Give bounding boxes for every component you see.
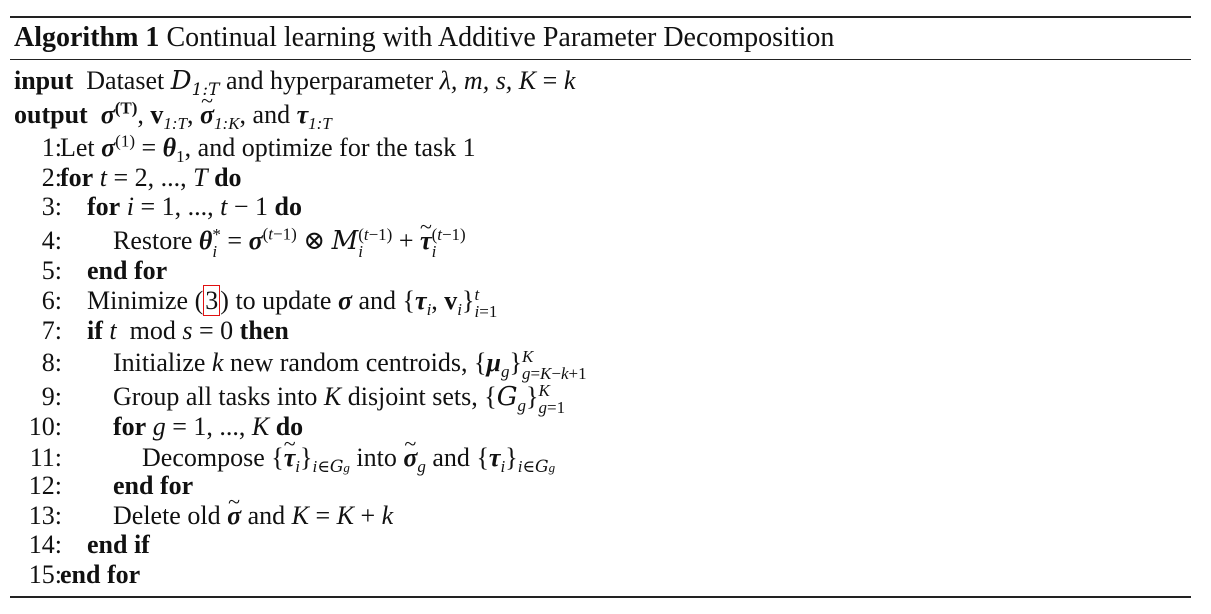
end-for-keyword: end for — [87, 256, 168, 285]
line-number: 6: — [41, 286, 62, 315]
algorithm-title — [14, 18, 834, 58]
bottom-rule — [10, 596, 1191, 598]
do-keyword: do — [275, 412, 304, 441]
output-and: and — [252, 100, 291, 129]
input-keyword: input — [14, 66, 74, 95]
output-line: output $\sigma^{(T)}$, $v_{1:T}$, ~ $\sigma_{1:K}$, and $\tau_{1:T}$ — [14, 100, 332, 130]
header-rule — [10, 59, 1191, 60]
line-text: , and optimize for the task 1 — [184, 133, 476, 162]
line-text: Delete old — [113, 501, 221, 530]
input-line — [14, 66, 576, 101]
line-number: 7: — [41, 316, 62, 345]
tau-1T: $\tau_{1:T}$ — [296, 100, 332, 134]
line-text: and — [432, 443, 470, 472]
for-keyword: for — [113, 412, 147, 441]
hyperparams: λ, m, s, K = k — [439, 66, 576, 95]
input-rest: and hyperparameter — [225, 66, 434, 95]
line-number: 9: — [41, 382, 62, 411]
line-number: 12: — [28, 471, 62, 500]
dataset-symbol: $D_{1:T}$ — [170, 66, 220, 101]
then-keyword: then — [239, 316, 289, 345]
line-number: 8: — [41, 348, 62, 377]
output-keyword: output — [14, 100, 88, 129]
end-for-keyword: end for — [60, 560, 141, 589]
input-text: Dataset — [86, 66, 165, 95]
algorithm-name: Continual learning with Additive Parameter Decomposition — [166, 22, 835, 53]
equation-reference-link[interactable]: 3 — [205, 286, 219, 315]
algorithm-label: Algorithm 1 — [14, 22, 160, 53]
line-text: and — [247, 501, 286, 530]
v-1T: $v_{1:T}$ — [150, 100, 188, 134]
line-text: into — [356, 443, 397, 472]
for-keyword: for — [60, 163, 94, 192]
line-text: to update — [235, 286, 332, 315]
line-text: new random centroids, — [229, 348, 468, 377]
line-number: 5: — [41, 256, 62, 285]
line-number: 3: — [41, 192, 62, 221]
line-number: 14: — [28, 530, 62, 559]
line-number: 2: — [41, 163, 62, 192]
line-number: 10: — [28, 412, 62, 441]
end-if-keyword: end if — [87, 530, 150, 559]
do-keyword: do — [214, 163, 242, 192]
sigma-tilde-1K: ~ σ — [200, 100, 214, 130]
for-keyword: for — [87, 192, 121, 221]
if-keyword: if — [87, 316, 103, 345]
line-number: 11: — [29, 443, 62, 472]
line-text: Let — [60, 133, 95, 162]
line-number: 4: — [41, 226, 62, 255]
do-keyword: do — [274, 192, 302, 221]
line-text: Group all tasks into — [113, 382, 318, 411]
line-number: 15: — [28, 560, 62, 589]
line-text: Restore — [113, 226, 193, 255]
line-text: Decompose — [142, 443, 265, 472]
line-text: Minimize — [87, 286, 189, 315]
line-number: 13: — [28, 501, 62, 530]
sigma-T: $\sigma^{(T)}$ — [100, 98, 138, 129]
line-text: disjoint sets, — [347, 382, 478, 411]
line-text: Initialize — [113, 348, 206, 377]
line-text: and — [358, 286, 397, 315]
end-for-keyword: end for — [113, 471, 194, 500]
mod-operator: mod — [129, 316, 176, 345]
line-number: 1: — [41, 133, 62, 162]
